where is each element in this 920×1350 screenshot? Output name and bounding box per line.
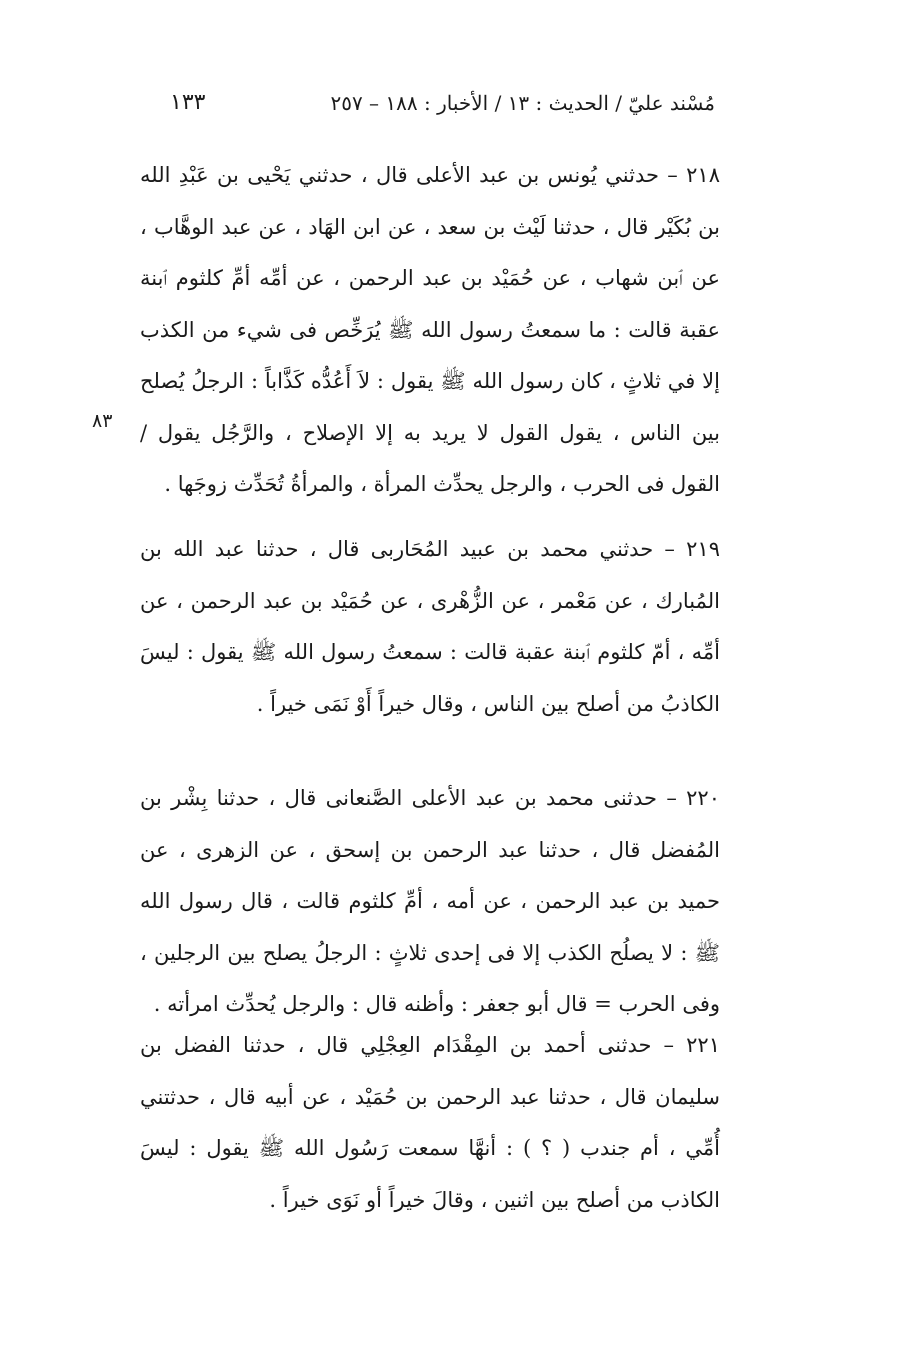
hadith-text: ٢٢١ – حدثنى أحمد بن المِقْدَام العِجْلِي قال ، حدثنا الفضل بن سليمان قال ، حدثنا عبد الرحمن بن حُمَيْد ، عن أبيه قال ، حدثتني أُمِّي ، أم جندب ( ؟ ) : أنهَّا سمعت رَسُول الله ﷺ يقول : ليسَ الكاذب من أصلح بين اثنين ، وقالَ خيراً أو نَوَى خيراً .	[140, 1033, 720, 1212]
page-number: ١٣٣	[170, 90, 206, 115]
hadith-text: ٢١٨ – حدثني يُونس بن عبد الأعلى قال ، حدثني يَحْيى بن عَبْدِ الله بن بُكَيْر قال ، حدثنا لَيْث بن سعد ، عن ابن الهَاد ، عن عبد الوهَّاب ، عن ٱبن شهاب ، عن حُمَيْد بن عبد الرحمن ، عن أمِّه أمِّ كلثوم ٱبنة عقبة قالت : ما سمعتُ رسول الله ﷺ يُرَخِّص فى شيء من الكذب إلا في ثلاثٍ ، كان رسول الله ﷺ يقول : لاَ أَعُدُّه كَذَّاباً : الرجلُ يُصلح بين الناس ، يقول القول لا يريد به إلا الإصلاح ، والرَّجُل يقول / القول فى الحرب ، والرجل يحدِّث المرأة ، والمرأةُ تُحَدِّث زوجَها .	[140, 163, 720, 496]
hadith-text: ٢٢٠ – حدثنى محمد بن عبد الأعلى الصَّنعانى قال ، حدثنا بِشْر بن المُفضل قال ، حدثنا عبد الرحمن بن إسحق ، عن الزهرى ، عن حميد بن عبد الرحمن ، عن أمه ، أمِّ كلثوم قالت ، قال رسول الله ﷺ : لا يصلُح الكذب إلا فى إحدى ثلاثٍ : الرجلُ يصلح بين الرجلين ، وفى الحرب = قال أبو جعفر : وأظنه قال : والرجل يُحدِّث امرأته .	[140, 786, 720, 1016]
header-title: مُسْند عليّ / الحديث : ١٣ / الأخبار : ١٨٨ – ٢٥٧	[330, 91, 715, 115]
margin-page-reference: ٨٣	[92, 410, 113, 432]
hadith-220	[140, 773, 720, 1031]
hadith-219	[140, 524, 720, 730]
hadith-221	[140, 1020, 720, 1226]
hadith-text: ٢١٩ – حدثني محمد بن عبيد المُحَاربى قال ، حدثنا عبد الله بن المُبارك ، عن مَعْمر ، عن الزُّهْرى ، عن حُمَيْد بن عبد الرحمن ، عن أمِّه ، أمّ كلثوم ٱبنة عقبة قالت : سمعتُ رسول الله ﷺ يقول : ليسَ الكاذبُ من أصلح بين الناس ، وقال خيراً أَوْ نَمَى خيراً .	[140, 537, 720, 716]
running-header	[170, 86, 715, 120]
hadith-218	[140, 150, 720, 511]
